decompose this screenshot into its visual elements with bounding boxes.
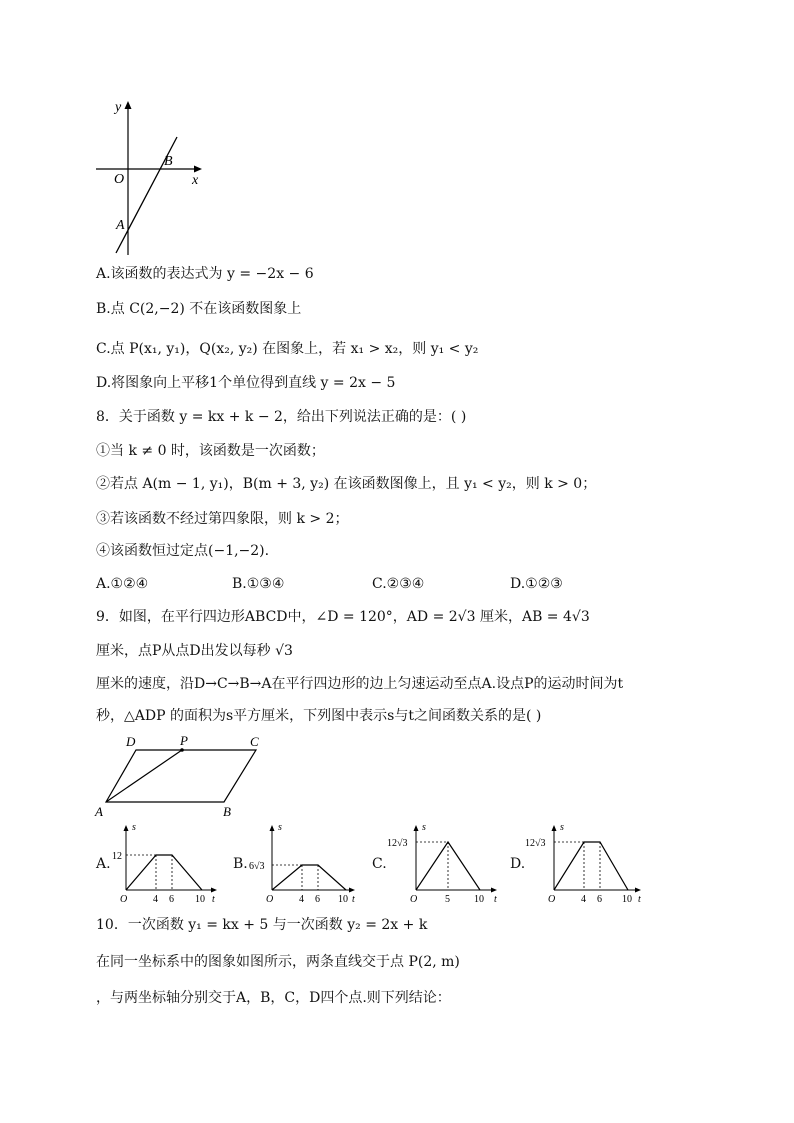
t-axis-arrow [349,888,355,893]
origin-label: O [266,894,274,905]
s-t-curve [272,865,346,890]
vertex-d-label: D [126,734,136,749]
q8-choice-c: C.②③④ [372,576,425,592]
s-peak-label: 12√3 [387,838,408,849]
vertex-c-label: C [250,734,259,749]
point-b-label: B [164,154,173,169]
q8-statement-2: ②若点 A(m − 1, y₁)，B(m + 3, y₂) 在该函数图像上，且 y₁ < y₂，则 k > 0； [96,476,597,492]
q8-statement-3: ③若该函数不经过第四象限，则 k > 2； [96,511,349,527]
x-axis-arrow [194,166,202,173]
s-axis-arrow [124,825,129,831]
origin-label: O [114,172,125,187]
s-axis-label: s [422,822,426,833]
point-p-label: P [180,733,188,748]
vertex-a-label: A [95,804,103,819]
q9-line-4: 秒，△ADP 的面积为s平方厘米，下列图中表示s与t之间函数关系的是( ) [96,708,542,724]
x-axis-label: x [192,173,199,188]
t-axis-label: t [494,894,497,905]
q8-choice-d: D.①②③ [510,576,563,592]
q7-option-c: C.点 P(x₁, y₁)，Q(x₂, y₂) 在图象上，若 x₁ > x₂，则 y₁ < y₂ [96,341,479,357]
y-axis-label: y [115,100,122,115]
q7-option-b: B.点 C(2,−2) 不在该函数图象上 [96,301,302,317]
q8-choice-b: B.①③④ [232,576,285,592]
y-axis-arrow [125,101,132,109]
q9-graph-a [110,820,222,908]
parallelogram-abcd [106,750,256,802]
q9-line-2: 厘米，点P从点D出发以每秒 √3 [96,643,293,659]
s-peak-label: 12 [112,851,122,862]
q7-option-d: D.将图象向上平移1个单位得到直线 y = 2x − 5 [96,375,396,391]
q8-choice-a: A.①②④ [96,576,149,592]
q9-graph-option-a-label: A. [96,856,111,872]
q8-stem: 8．关于函数 y = kx + k − 2，给出下列说法正确的是：( ) [96,409,467,425]
q8-statement-1: ①当 k ≠ 0 时，该函数是一次函数； [96,443,325,459]
q7-graph-figure [90,95,210,260]
origin-label: O [548,894,556,905]
q7-option-a: A.该函数的表达式为 y = −2x − 6 [96,266,314,282]
s-axis-arrow [270,825,275,831]
t-tick-6: 6 [315,894,320,905]
point-a-label: A [116,218,125,233]
q8-statement-4: ④该函数恒过定点(−1,−2). [96,543,270,559]
t-tick-10: 10 [195,894,205,905]
t-tick-6: 6 [169,894,174,905]
t-tick-4: 4 [299,894,304,905]
t-tick-10: 10 [338,894,348,905]
q9-graph-option-c-label: C. [372,856,387,872]
origin-label: O [410,894,418,905]
parallelogram-figure [92,732,272,822]
q9-graph-option-d-label: D. [510,856,526,872]
t-tick-6: 6 [597,894,602,905]
q9-line-3: 厘米的速度，沿D→C→B→A在平行四边形的边上匀速运动至点A.设点P的运动时间为t [96,676,624,692]
t-tick-5: 5 [445,894,450,905]
origin-label: O [120,894,128,905]
s-peak-label: 12√3 [525,838,546,849]
s-t-curve [554,842,628,890]
q9-graph-c [386,820,502,908]
s-peak-label: 6√3 [249,861,265,872]
q9-graph-d [524,820,648,908]
t-tick-4: 4 [153,894,158,905]
t-axis-arrow [635,888,641,893]
s-axis-arrow [414,825,419,831]
s-axis-label: s [560,822,564,833]
t-axis-label: t [352,894,355,905]
t-axis-arrow [491,888,497,893]
q9-line-1: 9．如图，在平行四边形ABCD中，∠D = 120°，AD = 2√3 厘米，AB = 4√3 [96,609,590,625]
t-axis-arrow [211,888,217,893]
segment-ap [106,750,182,802]
t-axis-label: t [212,894,215,905]
t-tick-4: 4 [581,894,586,905]
q9-graph-b [248,820,360,908]
q10-line-1: 10．一次函数 y₁ = kx + 5 与一次函数 y₂ = 2x + k [96,917,428,933]
t-axis-label: t [638,894,641,905]
q9-graph-option-b-label: B. [233,856,248,872]
s-axis-label: s [132,822,136,833]
point-p-dot [180,748,184,752]
t-tick-10: 10 [622,894,632,905]
s-axis-label: s [278,822,282,833]
s-t-curve [126,855,202,890]
q10-line-2: 在同一坐标系中的图象如图所示，两条直线交于点 P(2, m) [96,954,460,970]
t-tick-10: 10 [474,894,484,905]
q10-line-3: ，与两坐标轴分别交于A，B，C，D四个点.则下列结论： [96,990,451,1006]
vertex-b-label: B [223,804,231,819]
s-axis-arrow [552,825,557,831]
